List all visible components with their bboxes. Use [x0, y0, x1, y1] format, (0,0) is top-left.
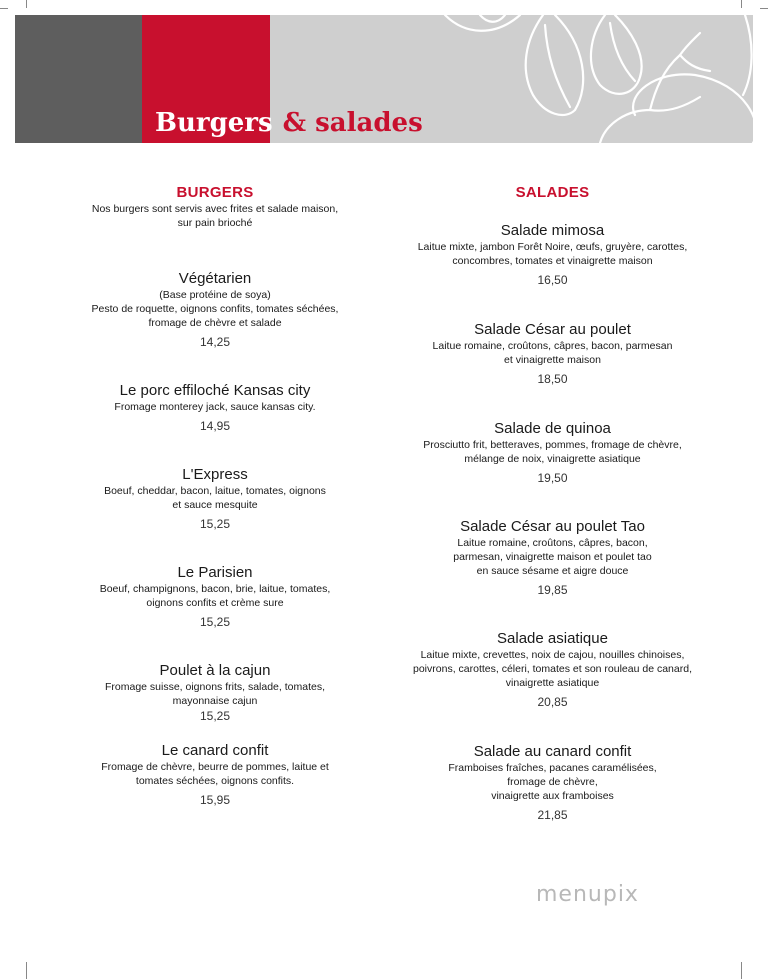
item-description — [40, 484, 390, 512]
item-price: 15,25 — [199, 709, 231, 723]
burgers-intro — [40, 202, 390, 230]
intro-line: sur pain brioché — [177, 217, 253, 229]
item-name: Végétarien — [178, 270, 252, 287]
desc-line: et sauce mesquite — [172, 499, 258, 511]
desc-line: fromage de chèvre et salade — [148, 317, 282, 329]
item-description — [40, 288, 390, 330]
crop-mark — [26, 962, 27, 979]
item-description — [40, 680, 390, 708]
item-name: Le canard confit — [161, 742, 269, 759]
desc-line: vinaigrette asiatique — [505, 677, 600, 689]
item-price: 15,25 — [199, 615, 231, 629]
item-name: Salade au canard confit — [473, 743, 632, 760]
item-name: Le porc effiloché Kansas city — [119, 382, 311, 399]
item-price: 18,50 — [537, 372, 568, 386]
menu-item — [40, 563, 390, 630]
crop-mark — [0, 8, 8, 9]
crop-mark — [26, 0, 27, 8]
desc-line: Laitue romaine, croûtons, câpres, bacon, parmesan — [432, 340, 673, 352]
burgers-section-title: BURGERS — [176, 184, 254, 201]
menupix-watermark: menupix — [536, 882, 639, 907]
menu-item — [390, 517, 715, 598]
header-dark-block — [15, 15, 142, 143]
desc-line: oignons confits et crème sure — [146, 597, 284, 609]
crop-mark — [760, 8, 768, 9]
crop-mark — [741, 962, 742, 979]
desc-line: parmesan, vinaigrette maison et poulet tao — [453, 551, 652, 563]
crop-mark — [741, 0, 742, 8]
item-price: 14,95 — [199, 419, 231, 433]
item-price: 14,25 — [199, 335, 231, 349]
item-description — [390, 438, 715, 466]
item-description — [390, 339, 715, 367]
burgers-column — [40, 184, 390, 807]
desc-line: tomates séchées, oignons confits. — [135, 775, 295, 787]
desc-line: mélange de noix, vinaigrette asiatique — [464, 453, 641, 465]
intro-line: Nos burgers sont servis avec frites et salade maison, — [91, 203, 339, 215]
desc-line: vinaigrette aux framboises — [491, 790, 614, 802]
desc-line: mayonnaise cajun — [172, 695, 258, 707]
item-price: 21,85 — [537, 808, 568, 822]
menu-item — [390, 320, 715, 387]
menu-item — [40, 381, 390, 434]
item-name: Salade mimosa — [500, 222, 605, 239]
item-description — [40, 400, 390, 414]
desc-line: Pesto de roquette, oignons confits, tomates séchées, — [91, 303, 339, 315]
desc-line: fromage de chèvre, — [507, 776, 598, 788]
desc-line: Fromage monterey jack, sauce kansas city. — [114, 401, 316, 413]
menu-item — [390, 221, 715, 288]
salades-column — [390, 184, 715, 822]
menu-item — [390, 742, 715, 823]
page-title — [155, 107, 423, 139]
item-price: 19,85 — [537, 583, 568, 597]
item-price: 15,95 — [199, 793, 231, 807]
item-name: L'Express — [182, 466, 248, 483]
desc-line: (Base protéine de soya) — [159, 289, 271, 301]
item-name: Salade César au poulet — [474, 321, 631, 338]
desc-line: Fromage de chèvre, beurre de pommes, laitue et — [101, 761, 329, 773]
desc-line: Framboises fraîches, pacanes caramélisées, — [448, 762, 657, 774]
item-price: 16,50 — [537, 273, 568, 287]
title-salades: & salades — [282, 108, 423, 138]
menu-item — [40, 661, 390, 724]
item-description — [40, 760, 390, 788]
salades-section-title: SALADES — [515, 184, 590, 201]
item-name: Le Parisien — [177, 564, 253, 581]
item-description — [390, 240, 715, 268]
title-burgers: Burgers — [155, 108, 273, 138]
item-description — [40, 582, 390, 610]
menu-item — [40, 465, 390, 532]
item-description — [390, 536, 715, 578]
desc-line: Laitue mixte, jambon Forêt Noire, œufs, gruyère, carottes, — [417, 241, 688, 253]
tomato-basil-illustration — [425, 15, 753, 143]
menu-item — [390, 629, 715, 710]
desc-line: poivrons, carottes, céleri, tomates et son rouleau de canard, — [413, 663, 692, 675]
desc-line: Laitue mixte, crevettes, noix de cajou, nouilles chinoises, — [420, 649, 685, 661]
desc-line: Prosciutto frit, betteraves, pommes, fromage de chèvre, — [423, 439, 682, 451]
desc-line: Boeuf, champignons, bacon, brie, laitue, tomates, — [99, 583, 331, 595]
item-name: Poulet à la cajun — [159, 662, 271, 679]
item-price: 20,85 — [537, 695, 568, 709]
item-description — [390, 648, 715, 690]
desc-line: Laitue romaine, croûtons, câpres, bacon, — [457, 537, 648, 549]
item-name: Salade César au poulet Tao — [460, 518, 645, 535]
item-price: 15,25 — [199, 517, 231, 531]
item-price: 19,50 — [537, 471, 568, 485]
desc-line: en sauce sésame et aigre douce — [476, 565, 629, 577]
desc-line: Boeuf, cheddar, bacon, laitue, tomates, oignons — [104, 485, 326, 497]
header-banner — [15, 15, 753, 143]
item-description — [390, 761, 715, 803]
item-name: Salade asiatique — [497, 630, 608, 647]
desc-line: Fromage suisse, oignons frits, salade, tomates, — [104, 681, 326, 693]
menu-item — [40, 269, 390, 350]
desc-line: concombres, tomates et vinaigrette maison — [452, 255, 653, 267]
menu-item — [40, 741, 390, 808]
item-name: Salade de quinoa — [494, 420, 611, 437]
menu-item — [390, 419, 715, 486]
desc-line: et vinaigrette maison — [504, 354, 601, 366]
